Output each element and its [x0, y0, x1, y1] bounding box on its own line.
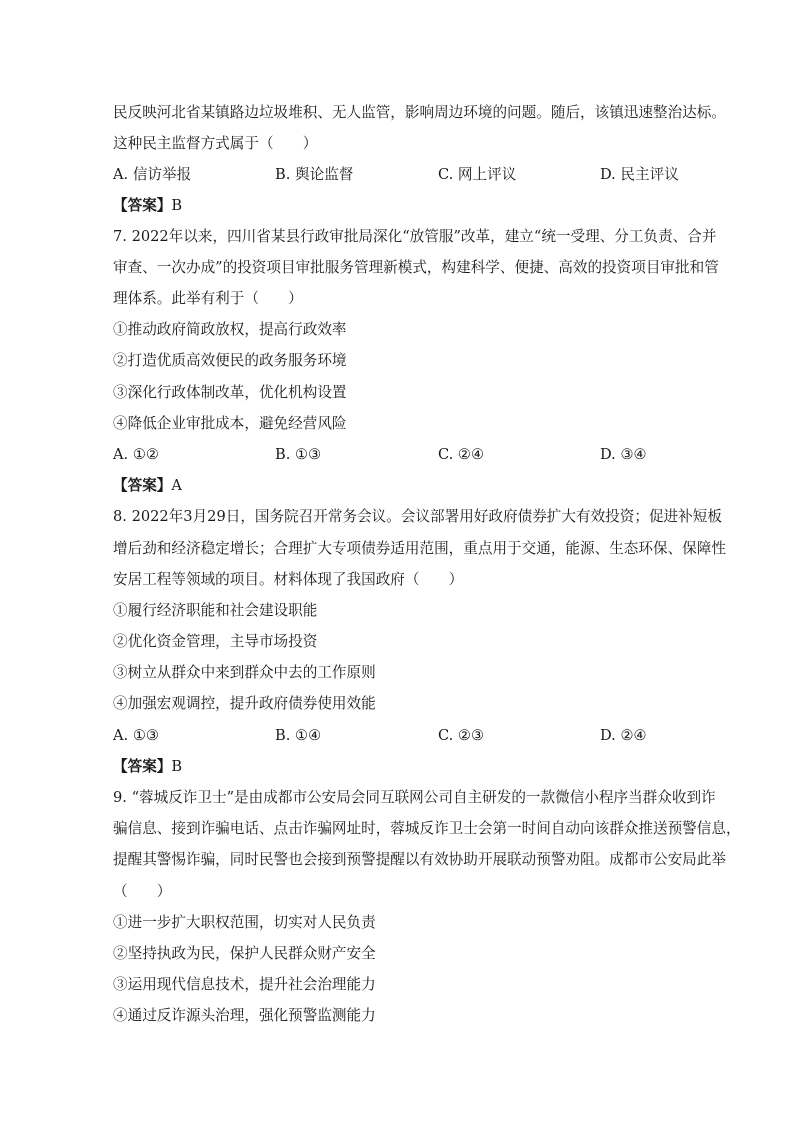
q9-stem-line-2: 骗信息、接到诈骗电话、点击诈骗网址时，蓉城反诈卫士会第一时间自动向该群众推送预警信息，: [113, 820, 741, 837]
q8-option-d: D. ②④: [600, 727, 647, 744]
q7-option-c: C. ②④: [438, 446, 485, 463]
q6-stem-line-2: 这种民主监督方式属于（ ）: [113, 135, 318, 152]
q7-statement-3: ③深化行政体制改革，优化机构设置: [113, 384, 347, 401]
q7-option-a: A. ①②: [113, 446, 159, 463]
answer-tag: 【答案】: [113, 477, 172, 494]
q8-stem-line-2: 增后劲和经济稳定增长；合理扩大专项债券适用范围，重点用于交通，能源、生态环保、保障性: [113, 540, 726, 557]
q9-stem-line-1: 9. “蓉城反诈卫士”是由成都市公安局会同互联网公司自主研发的一款微信小程序当群众收到诈: [113, 789, 716, 806]
q7-statement-2: ②打造优质高效便民的政务服务环境: [113, 352, 347, 369]
q8-answer: [113, 757, 703, 777]
q9-stem-line-4: （ ）: [113, 883, 172, 900]
q8-option-b: B. ①④: [275, 727, 322, 744]
q7-stem-line-3: 理体系。此举有利于（ ）: [113, 290, 303, 307]
answer-value: A: [171, 477, 182, 494]
answer-value: B: [171, 197, 183, 214]
q8-statement-2: ②优化资金管理，主导市场投资: [113, 633, 318, 650]
q8-option-a: A. ①③: [113, 727, 159, 744]
q6-stem-line-1: 民反映河北省某镇路边垃圾堆积、无人监管，影响周边环境的问题。随后，该镇迅速整治达标。: [113, 104, 726, 121]
q6-option-a: A. 信访举报: [113, 166, 192, 183]
q7-option-b: B. ①③: [275, 446, 322, 463]
q8-stem-line-1: 8. 2022年3月29日，国务院召开常务会议。会议部署用好政府债券扩大有效投资；促进补短板: [113, 508, 722, 525]
q7-statement-4: ④降低企业审批成本，避免经营风险: [113, 415, 347, 432]
q7-option-d: D. ③④: [600, 446, 647, 463]
q7-stem-line-1: 7. 2022年以来，四川省某县行政审批局深化“放管服”改革，建立“统一受理、分工负责、合并: [113, 228, 717, 245]
q9-statement-4: ④通过反诈源头治理，强化预警监测能力: [113, 1007, 376, 1024]
q9-statement-3: ③运用现代信息技术，提升社会治理能力: [113, 976, 376, 993]
q8-statement-4: ④加强宏观调控，提升政府债券使用效能: [113, 695, 376, 712]
answer-value: B: [171, 758, 183, 775]
q9-statement-2: ②坚持执政为民，保护人民群众财产安全: [113, 945, 376, 962]
q6-option-c: C. 网上评议: [438, 166, 517, 183]
answer-tag: 【答案】: [113, 758, 172, 775]
q8-statement-3: ③树立从群众中来到群众中去的工作原则: [113, 664, 376, 681]
q8-stem-line-3: 安居工程等领域的项目。材料体现了我国政府（ ）: [113, 571, 464, 588]
q8-option-c: C. ②③: [438, 727, 485, 744]
q7-answer: [113, 476, 703, 496]
q6-option-b: B. 舆论监督: [275, 166, 354, 183]
q9-stem-line-3: 提醒其警惕诈骗，同时民警也会接到预警提醒以有效协助开展联动预警劝阻。成都市公安局此举: [113, 851, 726, 868]
answer-tag: 【答案】: [113, 197, 172, 214]
q7-stem-line-2: 审查、一次办成”的投资项目审批服务管理新模式，构建科学、便捷、高效的投资项目审批和管: [113, 259, 719, 276]
q7-statement-1: ①推动政府简政放权，提高行政效率: [113, 321, 347, 338]
q8-statement-1: ①履行经济职能和社会建设职能: [113, 602, 318, 619]
q9-statement-1: ①进一步扩大职权范围，切实对人民负责: [113, 914, 376, 931]
q6-option-d: D. 民主评议: [600, 166, 679, 183]
q6-answer: [113, 196, 703, 216]
